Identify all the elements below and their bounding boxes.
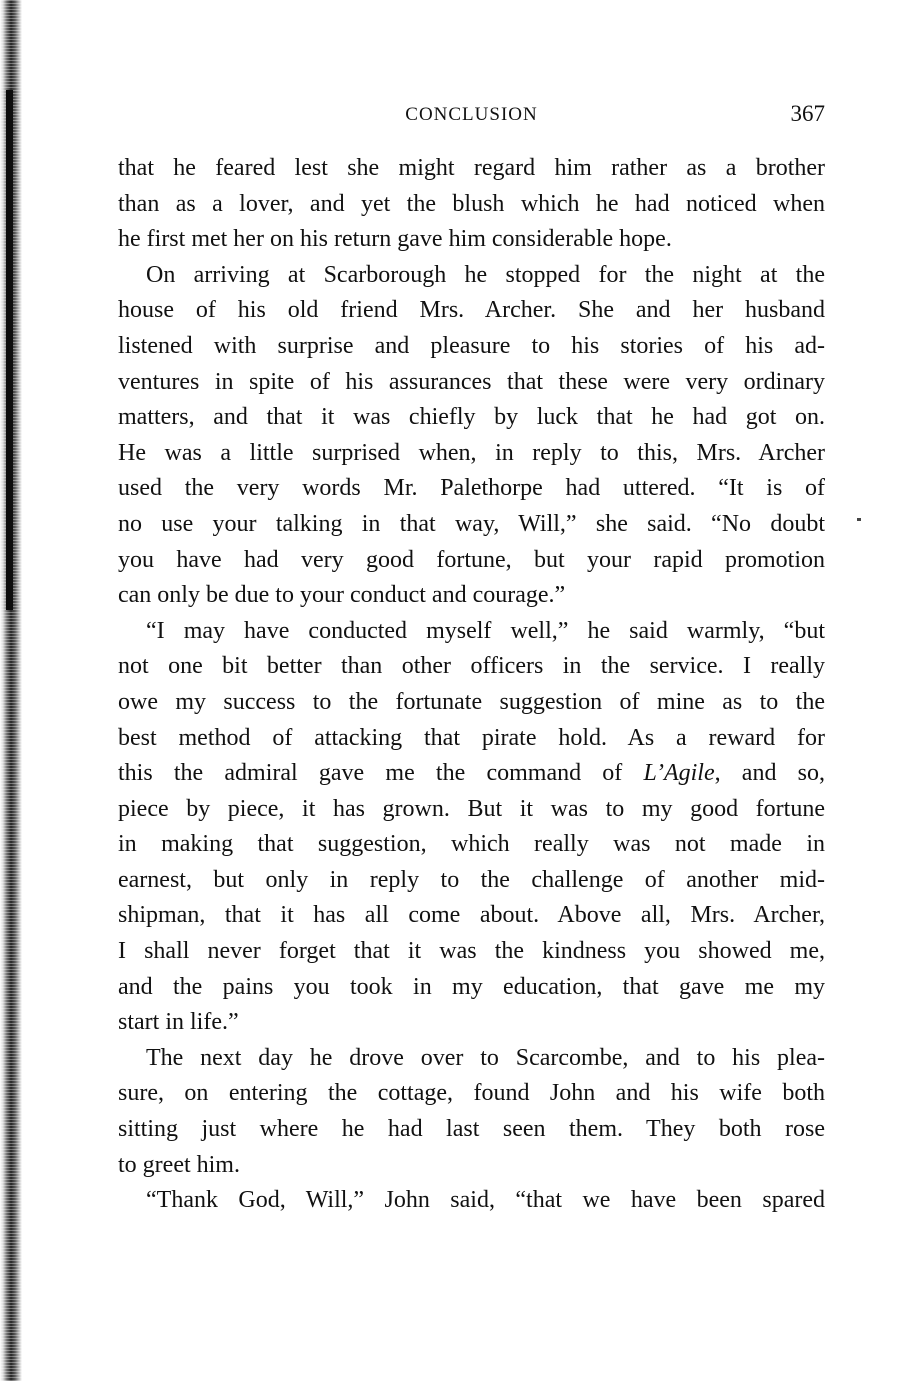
paragraph-first-line: “I may have conducted myself well,” he said warmly, “but [146,617,825,644]
text-line: no use your talking in that way, Will,” she said. “No doubt [118,510,825,537]
text-line: earnest, but only in reply to the challenge of another mid- [118,866,825,893]
paragraph-first-line: The next day he drove over to Scarcombe, and to his plea- [146,1044,825,1071]
ink-speck [857,518,861,521]
text-line: He was a little surprised when, in reply to this, Mrs. Archer [118,439,825,466]
text-line: sure, on entering the cottage, found John and his wife both [118,1080,825,1107]
running-title: CONCLUSION [405,104,538,125]
text-line: that he feared lest she might regard him rather as a brother [118,155,825,181]
text-line: he first met her on his return gave him considerable hope. [118,226,672,253]
body-text [118,151,825,1219]
paragraph-first-line: “Thank God, Will,” John said, “that we have been spared [146,1187,825,1214]
text-line: house of his old friend Mrs. Archer. She and her husband [118,297,825,324]
text-line: you have had very good fortune, but your rapid promotion [118,546,825,573]
text-line: than as a lover, and yet the blush which he had noticed when [118,190,825,217]
text-line: best method of attacking that pirate hold. As a reward for [118,724,825,751]
text-line: owe my success to the fortunate suggestion of mine as to the [118,688,825,715]
text-line: start in life.” [118,1009,239,1036]
text-line: piece by piece, it has grown. But it was to my good fortune [118,795,825,822]
book-binding-shadow [6,90,13,610]
text-line: to greet him. [118,1151,240,1178]
text-line: and the pains you took in my education, that gave me my [118,973,825,1000]
text-line: shipman, that it has all come about. Above all, Mrs. Archer, [118,902,825,929]
text-line: I shall never forget that it was the kindness you showed me, [118,938,825,965]
text-line: not one bit better than other officers in the service. I really [118,653,825,680]
text-line: sitting just where he had last seen them. They both rose [118,1116,825,1143]
page-header [118,101,825,134]
text-line: can only be due to your conduct and courage.” [118,582,566,609]
text-line: matters, and that it was chiefly by luck that he had got on. [118,404,825,431]
text-line: used the very words Mr. Palethorpe had uttered. “It is of [118,475,825,502]
text-line: in making that suggestion, which really was not made in [118,831,825,858]
text-line: listened with surprise and pleasure to his stories of his ad- [118,332,825,359]
page-number: 367 [790,101,825,126]
text-line: this the admiral gave me the command of L’Agile, and so, [118,760,825,787]
paragraph-first-line: On arriving at Scarborough he stopped for the night at the [146,261,825,288]
text-line: ventures in spite of his assurances that these were very ordinary [118,368,825,395]
